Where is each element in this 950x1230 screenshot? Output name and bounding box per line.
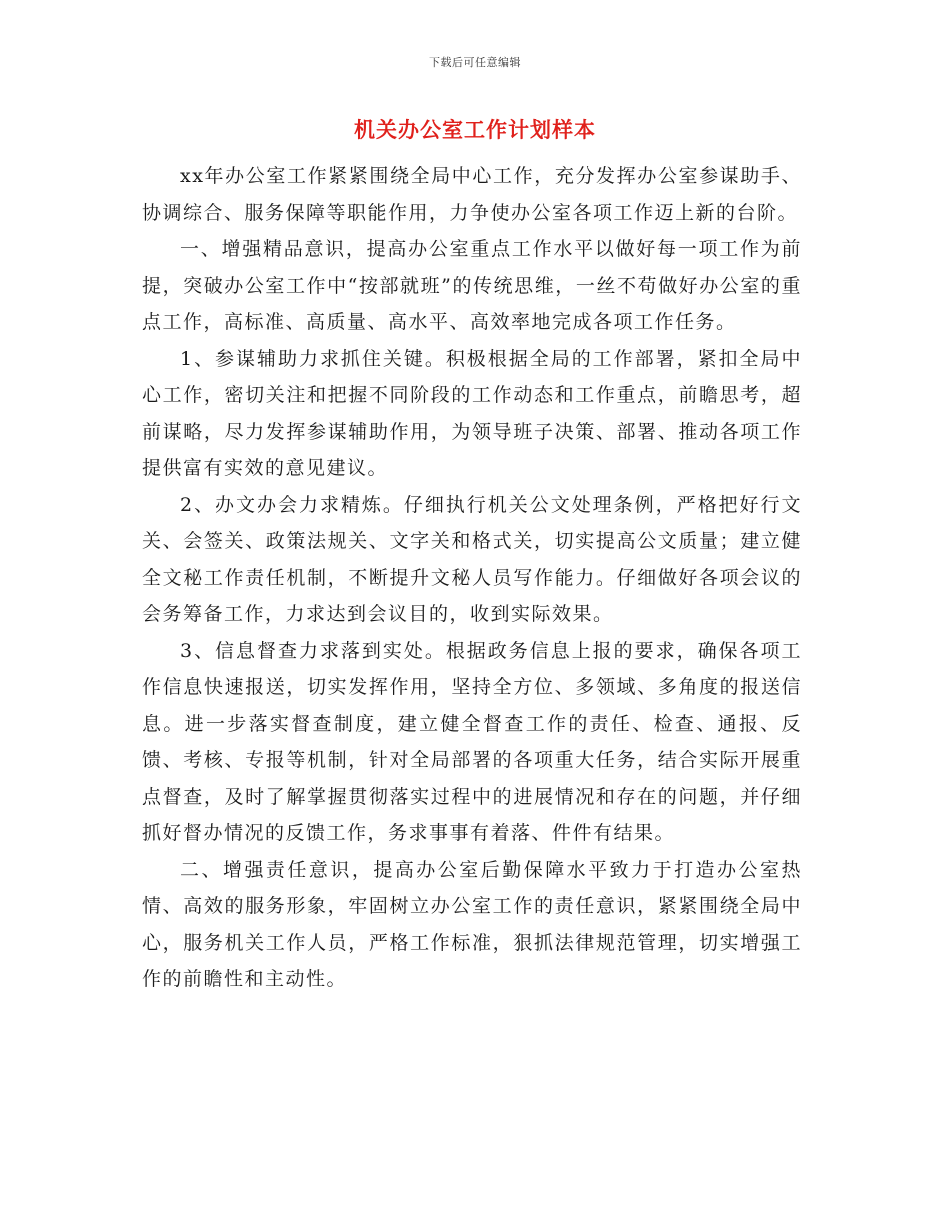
paragraph-item-1: 1、参谋辅助力求抓住关键。积极根据全局的工作部署，紧扣全局中心工作，密切关注和把握不同阶段的工作动态和工作重点，前瞻思考，超前谋略，尽力发挥参谋辅助作用，为领导班子决策、部署、推动各项工作提供富有实效的意见建议。 [142,347,802,479]
paragraph-intro: xx年办公室工作紧紧围绕全局中心工作，充分发挥办公室参谋助手、协调综合、服务保障等职能作用，力争使办公室各项工作迈上新的台阶。 [142,165,802,224]
paragraph-item-2: 2、办文办会力求精炼。仔细执行机关公文处理条例，严格把好行文关、会签关、政策法规关、文字关和格式关，切实提高公文质量；建立健全文秘工作责任机制，不断提升文秘人员写作能力。仔细做好各项会议的会务筹备工作，力求达到会议目的，收到实际效果。 [142,493,802,625]
document-body [142,158,802,998]
document-title: 机关办公室工作计划样本 [354,118,596,142]
header-note: 下载后可任意编辑 [429,56,521,69]
paragraph-section-1: 一、增强精品意识，提高办公室重点工作水平以做好每一项工作为前提，突破办公室工作中“按部就班”的传统思维，一丝不苟做好办公室的重点工作，高标准、高质量、高水平、高效率地完成各项工作任务。 [142,238,802,333]
paragraph-section-2: 二、增强责任意识，提高办公室后勤保障水平致力于打造办公室热情、高效的服务形象，牢固树立办公室工作的责任意识，紧紧围绕全局中心，服务机关工作人员，严格工作标准，狠抓法律规范管理，切实增强工作的前瞻性和主动性。 [142,858,802,990]
paragraph-item-3: 3、信息督查力求落到实处。根据政务信息上报的要求，确保各项工作信息快速报送，切实发挥作用，坚持全方位、多领域、多角度的报送信息。进一步落实督查制度，建立健全督查工作的责任、检查、通报、反馈、考核、专报等机制，针对全局部署的各项重大任务，结合实际开展重点督查，及时了解掌握贯彻落实过程中的进展情况和存在的问题，并仔细抓好督办情况的反馈工作，务求事事有着落、件件有结果。 [142,639,802,844]
